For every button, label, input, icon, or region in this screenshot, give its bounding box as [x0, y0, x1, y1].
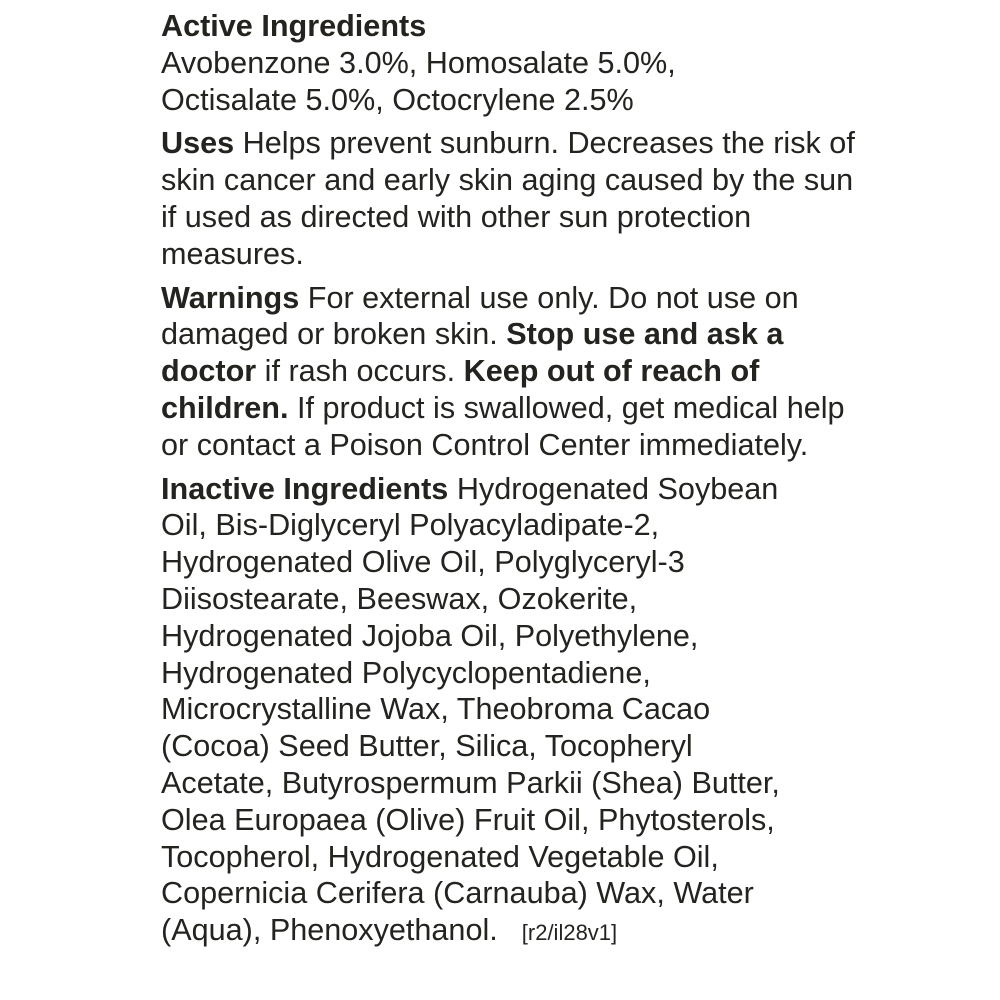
warnings-section [161, 280, 861, 464]
inactive-ingredients-line: (Cocoa) Seed Butter, Silica, Tocopheryl [161, 729, 693, 764]
uses-text: Helps prevent sunburn. Decreases the risk of skin cancer and early skin aging caused by the sun if used as directed with other sun protection measures. [161, 126, 855, 271]
inactive-ingredients-line: Olea Europaea (Olive) Fruit Oil, Phytosterols, [161, 802, 775, 837]
inactive-ingredients-section [161, 471, 861, 952]
uses-heading: Uses [161, 126, 235, 161]
inactive-ingredients-line: Oil, Bis-Diglyceryl Polyacyladipate-2, [161, 508, 660, 543]
inactive-ingredients-line: Copernicia Cerifera (Carnauba) Wax, Water [161, 876, 754, 911]
inactive-ingredients-first-line [161, 471, 861, 508]
warnings-heading: Warnings [161, 280, 300, 315]
revision-code: [r2/il28v1] [521, 920, 618, 946]
warnings-text: If product is swallowed, get medical help or contact a Poison Control Center immediately. [161, 390, 845, 462]
warnings-text: if rash occurs. [256, 354, 464, 389]
drug-facts-panel [161, 8, 861, 952]
stop-use-warning: Stop use and ask a doctor [161, 317, 784, 389]
inactive-ingredients-line: Acetate, Butyrospermum Parkii (Shea) Butter, [161, 765, 780, 800]
active-ingredients-line: Avobenzone 3.0%, Homosalate 5.0%, [161, 45, 676, 80]
inactive-ingredients-line: Hydrogenated Jojoba Oil, Polyethylene, [161, 618, 699, 653]
keep-out-of-reach-warning: Keep out of reach of children. [161, 354, 760, 425]
inactive-ingredients-last-line [161, 912, 861, 952]
inactive-ingredients-line: Hydrogenated Olive Oil, Polyglyceryl-3 [161, 545, 685, 580]
active-ingredients-line: Octisalate 5.0%, Octocrylene 2.5% [161, 82, 634, 117]
inactive-ingredients-line: Hydrogenated Polycyclopentadiene, [161, 655, 651, 690]
inactive-ingredients-line: Tocopherol, Hydrogenated Vegetable Oil, [161, 839, 719, 874]
active-ingredients-heading: Active Ingredients [161, 9, 427, 43]
inactive-ingredients-line: Diisostearate, Beeswax, Ozokerite, [161, 581, 638, 616]
inactive-ingredients-line: (Aqua), Phenoxyethanol. [161, 913, 498, 948]
inactive-ingredients-line: Hydrogenated Soybean [448, 471, 779, 506]
uses-section [161, 125, 861, 272]
warnings-text: For external use only. Do not use on damaged or broken skin. [161, 280, 799, 352]
inactive-ingredients-heading: Inactive Ingredients [161, 471, 449, 506]
active-ingredients-section [161, 8, 861, 118]
inactive-ingredients-line: Microcrystalline Wax, Theobroma Cacao [161, 692, 711, 727]
